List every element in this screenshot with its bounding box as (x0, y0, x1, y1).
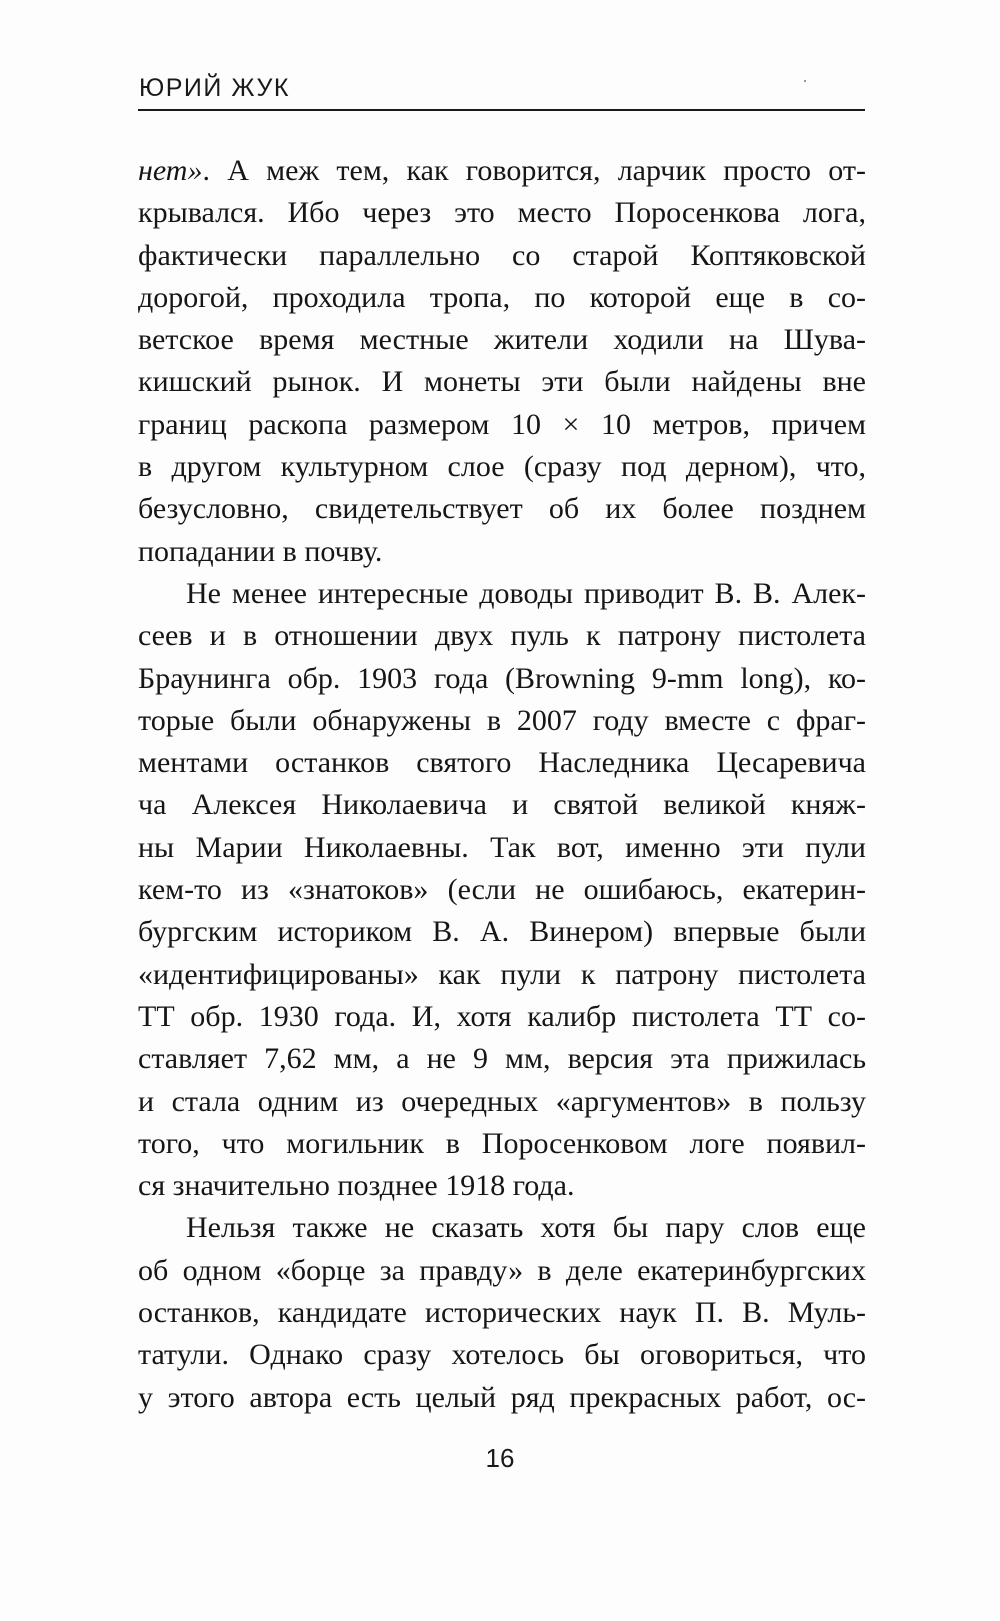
text-line: и стала одним из очередных «аргументов» в пользу (138, 1084, 866, 1118)
text-line-1 (138, 150, 866, 192)
text-line: кем-то из «знатоков» (если не ошибаюсь, екатерин- (138, 873, 866, 907)
text-line: ТТ обр. 1930 года. И, хотя калибр пистолета ТТ со- (138, 999, 866, 1033)
text-line: ментами останков святого Наследника Цесаревича (138, 746, 866, 780)
text-line: ча Алексея Николаевича и святой великой княж- (138, 788, 866, 822)
text-line: ставляет 7,62 мм, а не 9 мм, версия эта прижилась (138, 1042, 866, 1076)
text-line: ветское время местные жители ходили на Шува- (138, 323, 866, 357)
running-head-author: ЮРИЙ ЖУК (139, 74, 290, 102)
text-line: Браунинга обр. 1903 года (Browning 9-mm long), ко- (138, 661, 866, 695)
text-line: сеев и в отношении двух пуль к патрону пистолета (138, 619, 866, 653)
text-line: бургским историком В. А. Винером) впервые были (138, 915, 866, 949)
text-line: останков, кандидате исторических наук П. В. Муль- (138, 1296, 866, 1330)
paragraph-end-line: попадании в почву. (138, 534, 383, 568)
italic-word: нет» (138, 154, 203, 187)
text-line: фактически параллельно со старой Коптяковской (138, 238, 866, 272)
text-line: безусловно, свидетельствует об их более позднем (138, 492, 866, 526)
header-rule (138, 109, 865, 111)
print-speck (804, 80, 806, 82)
text-line: торые были обнаружены в 2007 году вместе с фраг- (138, 703, 866, 737)
text-line: кишский рынок. И монеты эти были найдены вне (138, 365, 866, 399)
text-line: «идентифицированы» как пули к патрону пистолета (138, 957, 866, 991)
text-line: дорогой, проходила тропа, по которой еще в со- (138, 280, 866, 314)
paragraph-start-line: Не менее интересные доводы приводит В. В. Алек- (186, 576, 866, 610)
text-line: ны Марии Николаевны. Так вот, именно эти пули (138, 830, 866, 864)
paragraph-start-line: Нельзя также не сказать хотя бы пару слов еще (186, 1211, 866, 1245)
line-1-rest: . А меж тем, как говорится, ларчик просто от- (202, 154, 866, 187)
body-text (138, 150, 866, 1419)
text-line: об одном «борце за правду» в деле екатеринбургских (138, 1253, 866, 1287)
text-line: того, что могильник в Поросенковом логе появил- (138, 1126, 866, 1160)
text-line: у этого автора есть целый ряд прекрасных работ, ос- (138, 1380, 866, 1414)
paragraph-end-line: ся значительно позднее 1918 года. (138, 1169, 575, 1203)
page-number: 16 (485, 1443, 515, 1473)
text-line: крывался. Ибо через это место Поросенкова лога, (138, 196, 866, 230)
text-line: татули. Однако сразу хотелось бы оговориться, что (138, 1338, 866, 1372)
text-line: границ раскопа размером 10 × 10 метров, причем (138, 407, 866, 441)
text-line: в другом культурном слое (сразу под дерном), что, (138, 450, 866, 484)
